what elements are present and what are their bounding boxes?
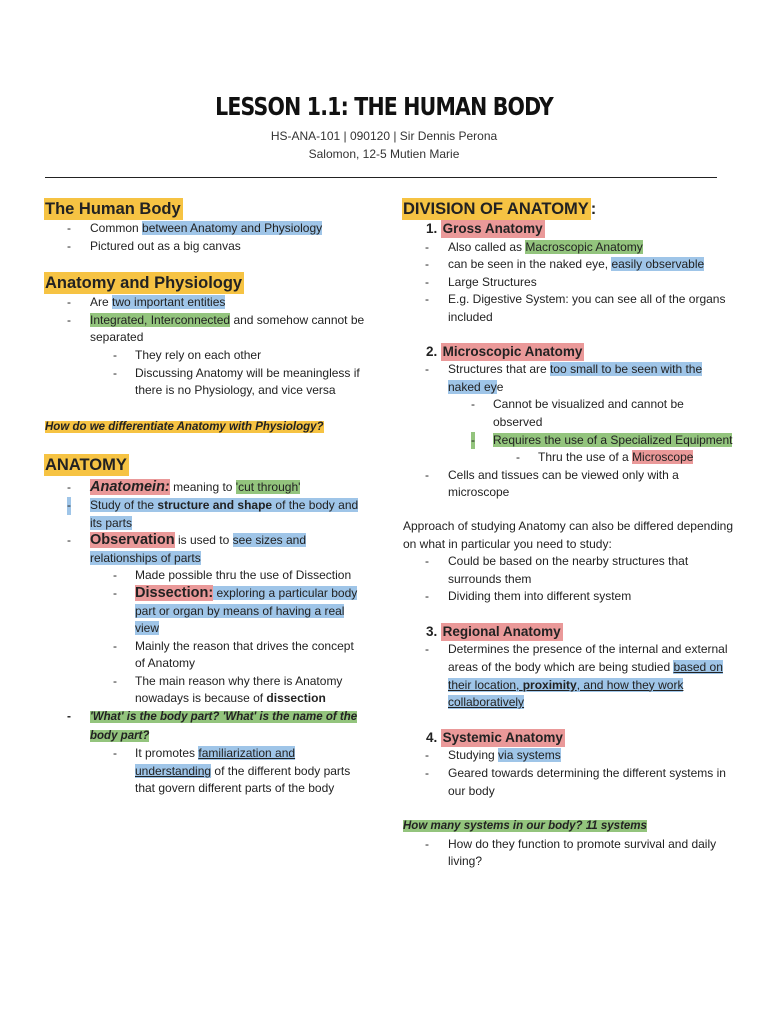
anatomy-list bbox=[45, 479, 365, 798]
heading-regional-anatomy: Regional Anatomy bbox=[442, 623, 561, 639]
list-item: - How do they function to promote survival and daily living? bbox=[425, 836, 717, 869]
approach-text: Approach of studying Anatomy can also be differed depending on what in particular you need to study: bbox=[403, 518, 734, 551]
section-anaphy bbox=[45, 272, 365, 400]
heading-anatomy: ANATOMY bbox=[45, 456, 127, 475]
list-item: - Observation is used to see sizes and relationships of parts bbox=[67, 532, 307, 565]
list-item: - Also called as Macroscopic Anatomy bbox=[425, 239, 643, 254]
list-item: - Discussing Anatomy will be meaningless if there is no Physiology, and vice versa bbox=[113, 365, 360, 398]
section-anatomy bbox=[45, 454, 365, 798]
list-item: - Cells and tissues can be viewed only with a microscope bbox=[425, 467, 679, 500]
header-divider bbox=[45, 177, 717, 178]
list-item: - It promotes familiarization and understanding of the different body parts that govern different parts of the body bbox=[113, 746, 351, 796]
list-item: - Study of the structure and shape of the body and its parts bbox=[67, 497, 359, 530]
list-item: - Geared towards determining the different systems in our body bbox=[425, 766, 726, 798]
list-item: - Could be based on the nearby structures that surrounds them bbox=[425, 554, 689, 586]
section-human-body bbox=[45, 198, 365, 255]
list-item: - Are two important entities bbox=[67, 295, 226, 310]
approach-list bbox=[403, 553, 733, 606]
question-differentiate: How do we differentiate Anatomy with Physiology? bbox=[45, 420, 324, 433]
left-column bbox=[45, 198, 365, 798]
heading-division: DIVISION OF ANATOMY bbox=[403, 200, 589, 218]
heading-systemic-anatomy: Systemic Anatomy bbox=[442, 729, 563, 745]
list-item: - 'What' is the body part? 'What' is the name of the body part? bbox=[67, 709, 358, 742]
section-division: DIVISION OF ANATOMY : bbox=[403, 200, 597, 218]
list-item: - Anatomein: meaning to 'cut through' bbox=[67, 479, 301, 496]
heading-anaphy: Anatomy and Physiology bbox=[45, 274, 243, 293]
list-item: - They rely on each other bbox=[113, 347, 262, 362]
systems-list bbox=[403, 836, 733, 871]
section-regional: 3. Regional Anatomy - Determines the presence of the internal and external areas of the body which are being studied based on their location, proximity, and how they work collaboratively bbox=[403, 623, 733, 712]
micro-list bbox=[403, 361, 733, 502]
list-item: - Dissection: exploring a particular body part or organ by means of having a real view bbox=[113, 584, 358, 636]
list-item: - Common between Anatomy and Physiology bbox=[67, 221, 323, 235]
list-item: - Thru the use of a Microscope bbox=[516, 450, 694, 465]
page-title: LESSON 1.1: THE HUMAN BODY bbox=[215, 92, 553, 121]
heading-gross-anatomy: Gross Anatomy bbox=[442, 221, 543, 236]
list-item: - E.g. Digestive System: you can see all of the organs included bbox=[425, 292, 726, 324]
list-item: - Studying via systems bbox=[425, 748, 561, 763]
list-item: - Determines the presence of the internal and external areas of the body which are being studied based on their location, proximity, and how they work collaboratively bbox=[425, 642, 728, 710]
list-item: - The main reason why there is Anatomy nowadays is because of dissection bbox=[113, 673, 343, 706]
author-info: Salomon, 12-5 Mutien Marie bbox=[308, 147, 460, 161]
list-item: - Dividing them into different system bbox=[425, 589, 632, 604]
systemic-list bbox=[403, 747, 733, 800]
human-body-list bbox=[45, 220, 365, 255]
section-gross: 1. Gross Anatomy - Also called as Macroscopic Anatomy - can be seen in the naked eye, easily observable - Large Structures - E.g. Digestive System: you can see all of the organs included bbox=[403, 220, 733, 327]
regional-list bbox=[403, 641, 733, 711]
list-item: - Structures that are too small to be seen with the naked eye bbox=[425, 362, 703, 394]
question-systems: How many systems in our body? 11 systems - How do they function to promote survival and daily living? bbox=[403, 817, 733, 871]
anaphy-list bbox=[45, 294, 365, 400]
list-item: - can be seen in the naked eye, easily observable bbox=[425, 257, 705, 272]
list-item: - Pictured out as a big canvas bbox=[67, 238, 241, 253]
list-item: - Large Structures bbox=[425, 274, 537, 289]
list-item: - Made possible thru the use of Dissection bbox=[113, 568, 352, 583]
section-approach bbox=[403, 518, 733, 606]
section-microscopic: 2. Microscopic Anatomy - Structures that are too small to be seen with the naked eye - Cannot be visualized and cannot be observed - Requires the use of a Specialized Equipment - Thru the use of a Microscope - Cells and tissues can be viewed only with a microscope bbox=[403, 343, 733, 502]
list-item: - Integrated, Interconnected and somehow cannot be separated bbox=[67, 312, 365, 345]
section-systemic: 4. Systemic Anatomy - Studying via systems - Geared towards determining the different systems in our body bbox=[403, 729, 733, 800]
heading-microscopic-anatomy: Microscopic Anatomy bbox=[442, 343, 583, 359]
course-info: HS-ANA-101 | 090120 | Sir Dennis Perona bbox=[270, 129, 498, 143]
list-item: - Cannot be visualized and cannot be observed bbox=[471, 397, 684, 429]
heading-human-body: The Human Body bbox=[45, 200, 181, 218]
gross-list bbox=[403, 239, 733, 327]
list-item: - Requires the use of a Specialized Equipment bbox=[403, 432, 733, 450]
right-column bbox=[403, 198, 733, 871]
list-item: - Mainly the reason that drives the concept of Anatomy bbox=[113, 638, 354, 671]
